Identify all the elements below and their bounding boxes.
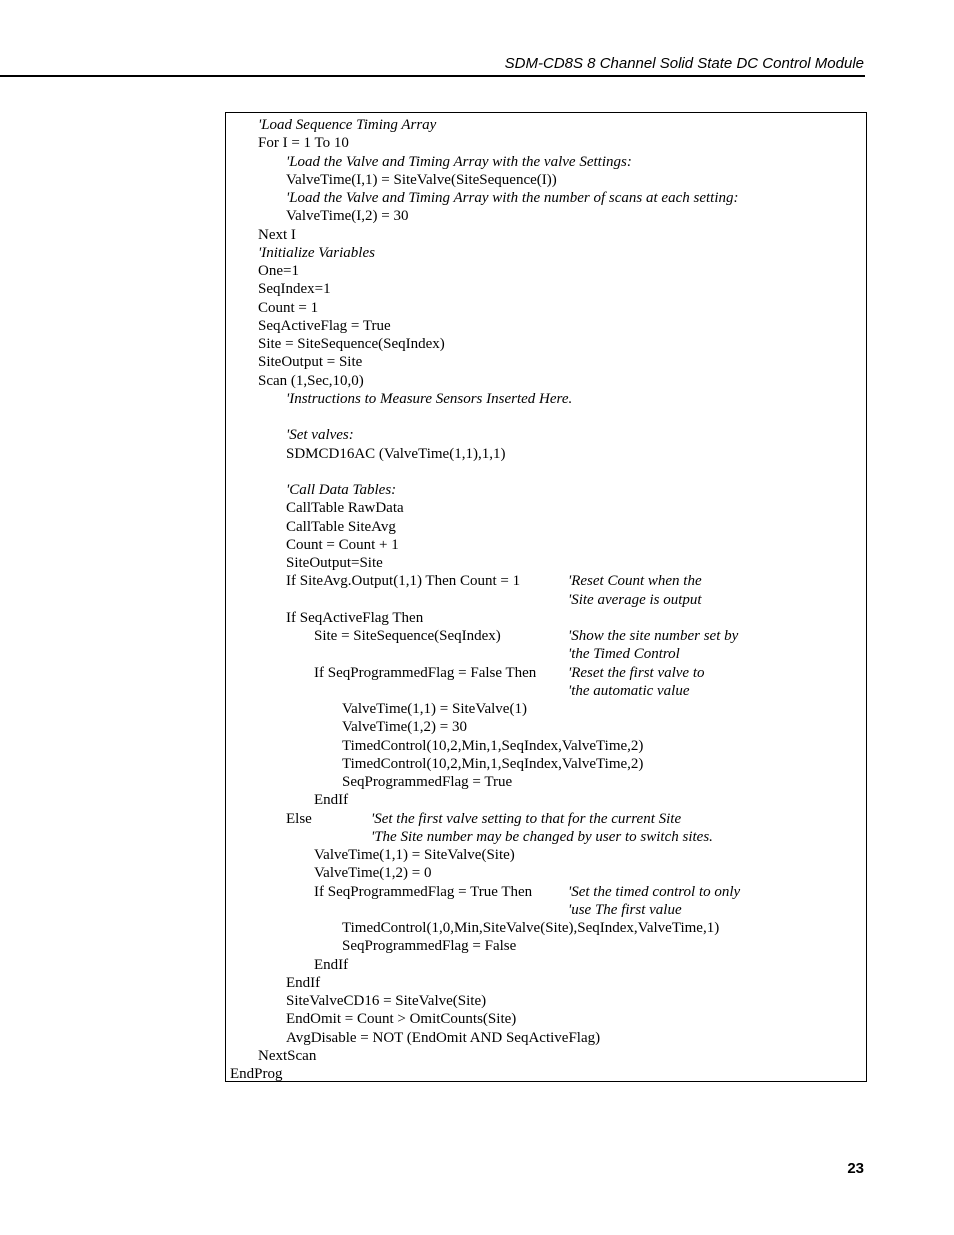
code-text: If SeqActiveFlag Then <box>286 609 424 626</box>
code-text: EndProg <box>230 1066 283 1082</box>
code-comment: 'Instructions to Measure Sensors Inserted Here. <box>286 390 573 407</box>
code-text: AvgDisable = NOT (EndOmit AND SeqActiveFlag) <box>286 1029 601 1046</box>
code-comment: 'Initialize Variables <box>258 244 375 261</box>
code-text: ValveTime(1,1) = SiteValve(1) <box>342 701 527 717</box>
code-comment: 'the Timed Control <box>568 646 680 663</box>
code-text: NextScan <box>258 1047 317 1064</box>
header-rule <box>0 75 865 77</box>
code-text: For I = 1 To 10 <box>258 135 349 152</box>
code-text: SeqProgrammedFlag = False <box>342 938 517 955</box>
code-text: Site = SiteSequence(SeqIndex) <box>258 336 445 352</box>
code-comment: 'Call Data Tables: <box>286 482 397 498</box>
code-comment: 'Set valves: <box>286 427 354 444</box>
code-text: EndIf <box>286 974 321 991</box>
code-text: ValveTime(1,2) = 30 <box>342 719 467 736</box>
code-text: SiteValveCD16 = SiteValve(Site) <box>286 993 487 1009</box>
page-number: 23 <box>847 1160 864 1177</box>
code-text: Count = Count + 1 <box>286 536 399 553</box>
code-comment: 'the automatic value <box>568 682 690 699</box>
code-text: Site = SiteSequence(SeqIndex) <box>314 628 501 644</box>
code-text: ValveTime(I,2) = 30 <box>286 208 409 225</box>
code-text: If SiteAvg.Output(1,1) Then Count = 1 <box>286 573 521 590</box>
code-text: ValveTime(1,1) = SiteValve(Site) <box>314 847 515 863</box>
code-comment: 'Reset Count when the <box>568 573 702 590</box>
code-text: CallTable RawData <box>286 500 404 517</box>
code-text: ValveTime(I,1) = SiteValve(SiteSequence(I)) <box>286 171 557 188</box>
code-comment: 'Load the Valve and Timing Array with the number of scans at each setting: <box>286 190 739 206</box>
code-listing <box>225 112 867 1082</box>
code-comment: 'The Site number may be changed by user to switch sites. <box>371 828 713 845</box>
code-text: If SeqProgrammedFlag = False Then <box>314 664 537 681</box>
code-text: SeqProgrammedFlag = True <box>342 774 513 790</box>
code-text: Next I <box>258 226 296 243</box>
code-text: One=1 <box>258 263 299 279</box>
code-text: If SeqProgrammedFlag = True Then <box>314 883 533 900</box>
code-text: SiteOutput = Site <box>258 354 363 371</box>
code-comment: 'Load Sequence Timing Array <box>258 117 437 133</box>
code-text: SiteOutput=Site <box>286 555 383 571</box>
code-text: Else <box>286 810 312 827</box>
code-text: TimedControl(1,0,Min,SiteValve(Site),SeqIndex,ValveTime,1) <box>342 920 720 936</box>
code-text: ValveTime(1,2) = 0 <box>314 865 432 882</box>
code-comment: 'Reset the first valve to <box>568 664 705 681</box>
code-text: CallTable SiteAvg <box>286 518 396 535</box>
code-comment: 'Load the Valve and Timing Array with the valve Settings: <box>286 153 632 170</box>
code-text: TimedControl(10,2,Min,1,SeqIndex,ValveTime,2) <box>342 737 644 754</box>
code-text: Count = 1 <box>258 299 319 316</box>
code-text: Scan (1,Sec,10,0) <box>258 372 364 389</box>
code-text: EndIf <box>314 956 349 973</box>
code-comment: 'use The first value <box>568 901 682 918</box>
code-comment: 'Show the site number set by <box>568 628 739 644</box>
code-comment: 'Set the first valve setting to that for the current Site <box>371 810 682 827</box>
code-text: SeqActiveFlag = True <box>258 317 391 334</box>
code-text: SeqIndex=1 <box>258 281 331 298</box>
code-comment: 'Site average is output <box>568 591 702 608</box>
code-text: EndIf <box>314 792 349 809</box>
code-comment: 'Set the timed control to only <box>568 883 741 900</box>
running-header-title: SDM-CD8S 8 Channel Solid State DC Control Module <box>504 55 864 72</box>
code-text: EndOmit = Count > OmitCounts(Site) <box>286 1011 517 1028</box>
code-text: SDMCD16AC (ValveTime(1,1),1,1) <box>286 445 506 462</box>
code-text: TimedControl(10,2,Min,1,SeqIndex,ValveTime,2) <box>342 755 644 772</box>
